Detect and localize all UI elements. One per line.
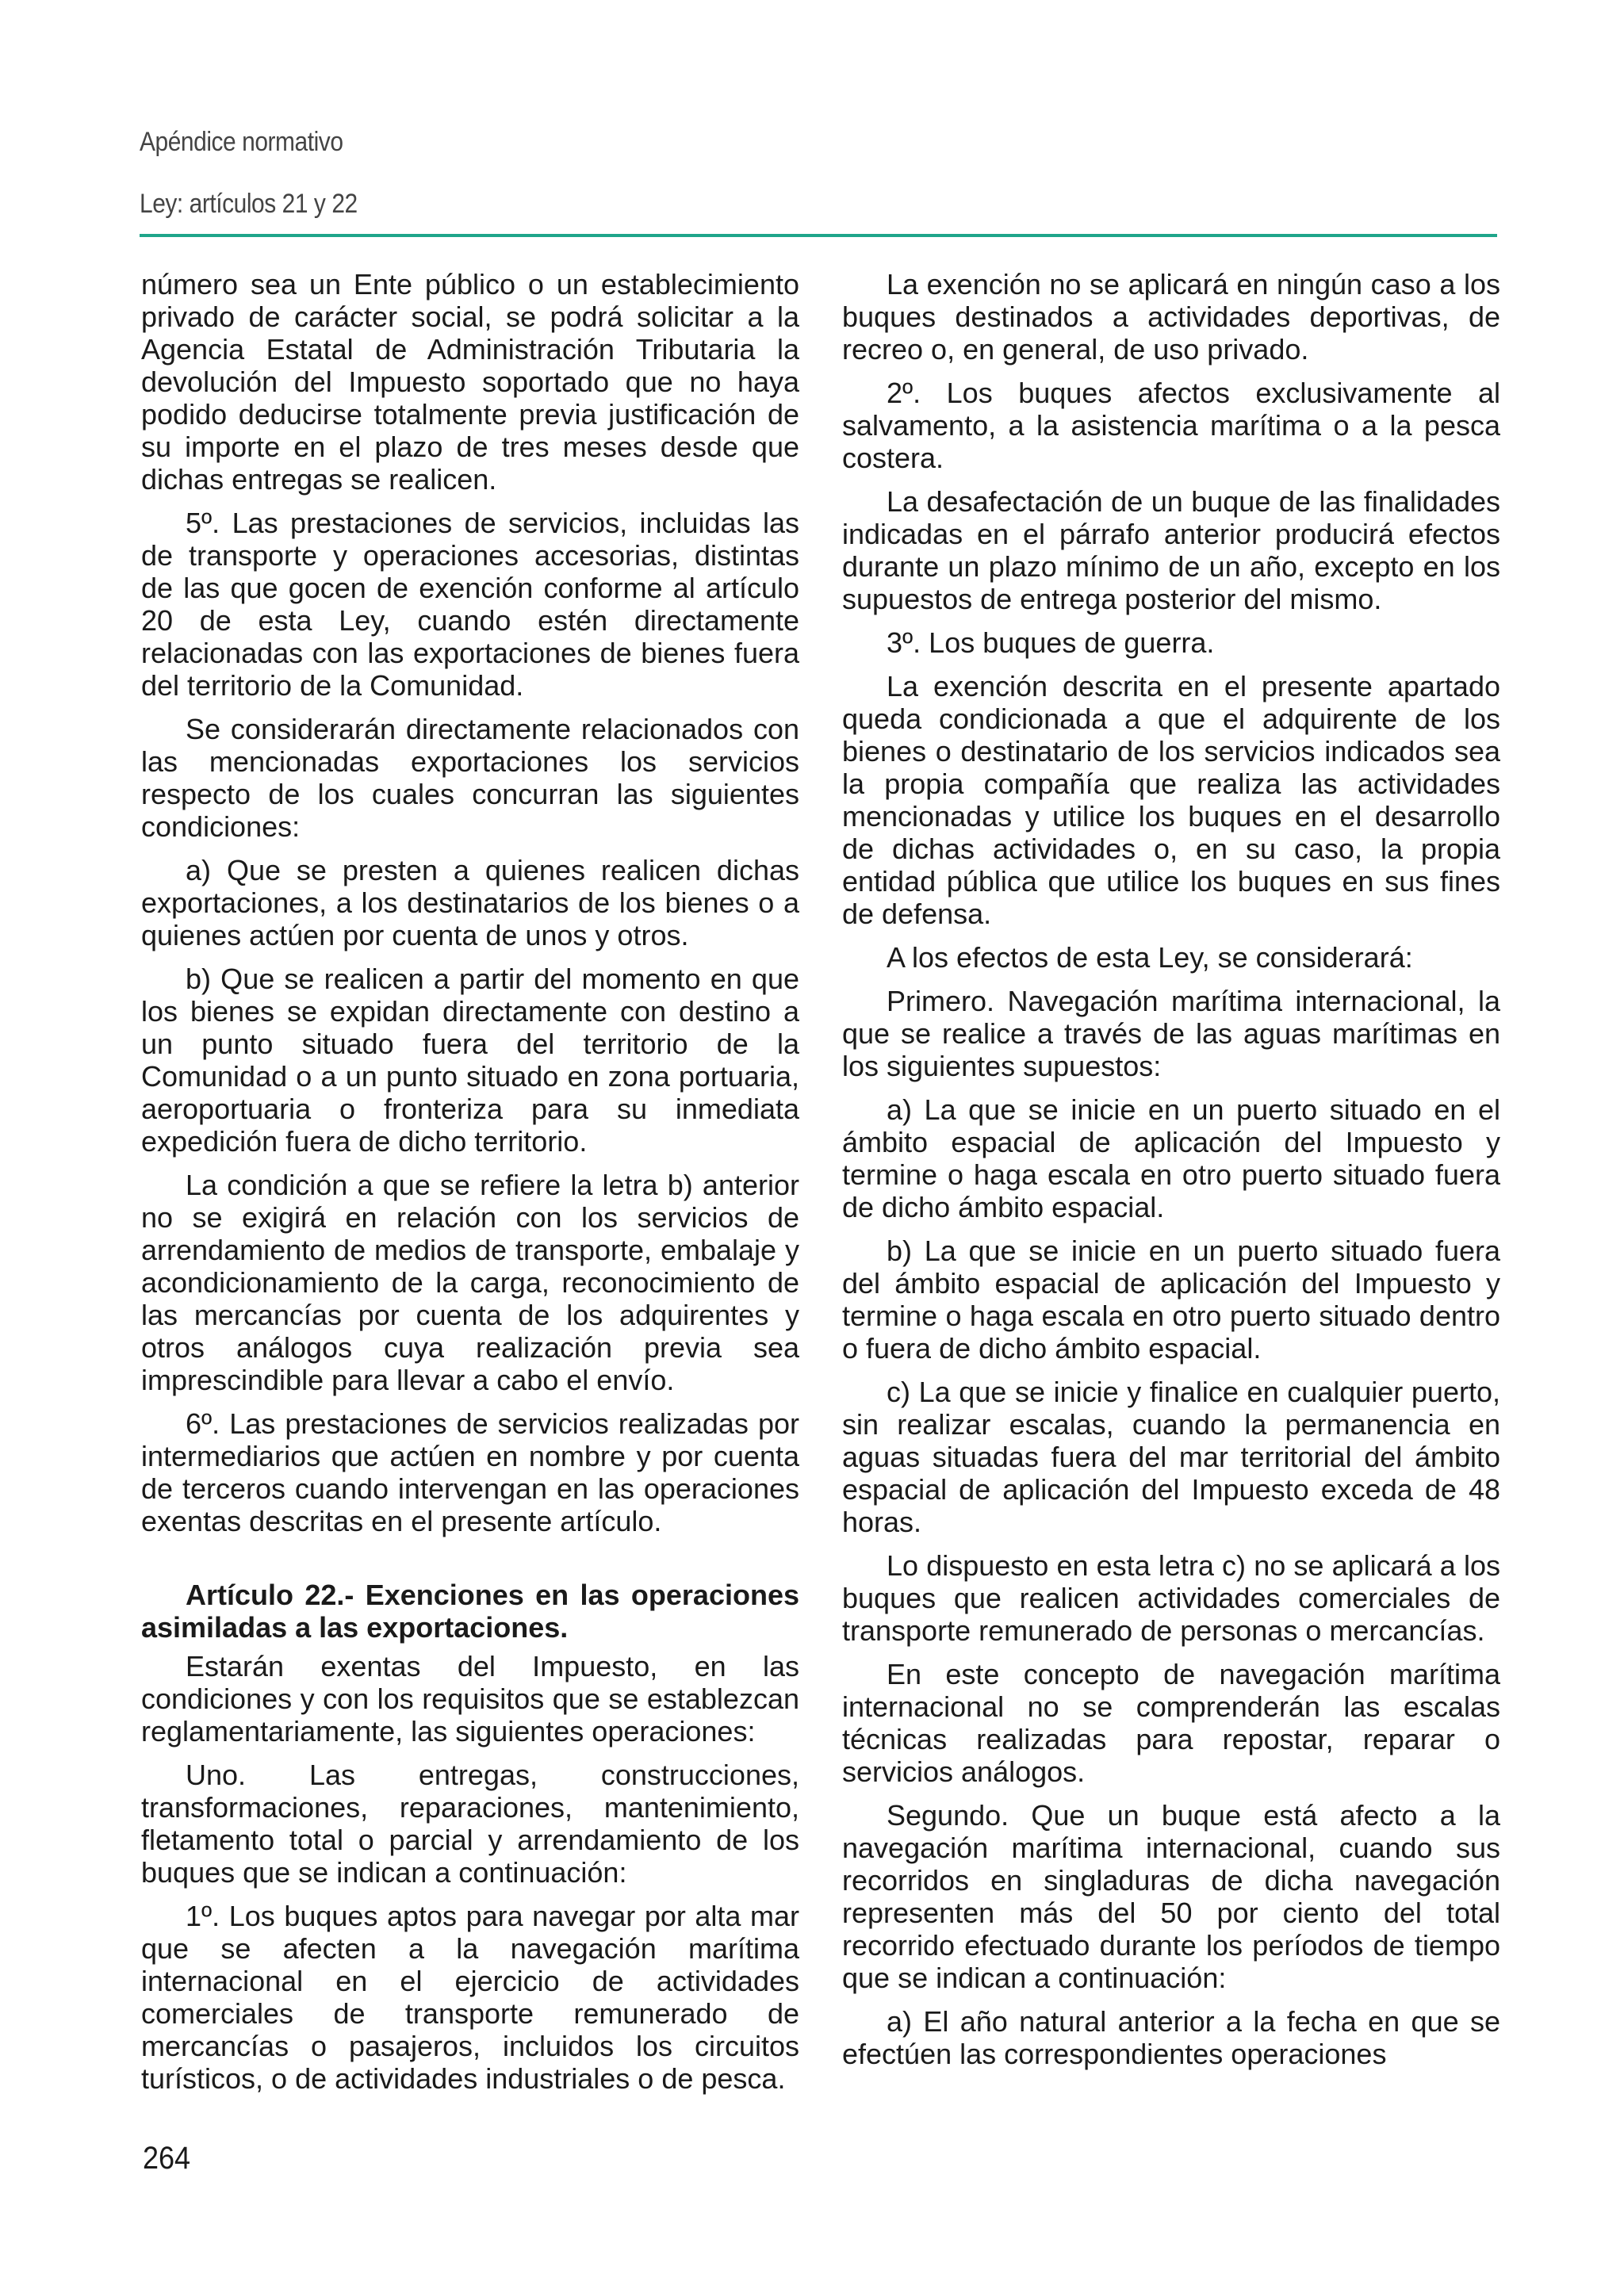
paragraph: Segundo. Que un buque está afecto a la navegación marítima internacional, cuando sus recorridos en singladuras de dicha navegación representen más del 50 por ciento del total recorrido efectuado durante los períodos de tiempo que se indican a continuación: bbox=[842, 1799, 1500, 1994]
paragraph: En este concepto de navegación marítima internacional no se comprenderán las escalas técnicas realizadas para repostar, reparar o servicios análogos. bbox=[842, 1658, 1500, 1788]
left-column bbox=[141, 268, 799, 2106]
paragraph: Estarán exentas del Impuesto, en las condiciones y con los requisitos que se establezcan reglamentariamente, las siguientes operaciones: bbox=[141, 1650, 799, 1748]
header-rule bbox=[140, 234, 1497, 237]
paragraph: La desafectación de un buque de las finalidades indicadas en el párrafo anterior producirá efectos durante un plazo mínimo de un año, excepto en los supuestos de entrega posterior del mismo. bbox=[842, 485, 1500, 615]
paragraph: b) Que se realicen a partir del momento en que los bienes se expidan directamente con destino a un punto situado fuera del territorio de la Comunidad o a un punto situado en zona portuaria, aeroportuaria o fronteriza para su inmediata expedición fuera de dicho territorio. bbox=[141, 963, 799, 1158]
right-column bbox=[842, 268, 1500, 2081]
paragraph: 2º. Los buques afectos exclusivamente al salvamento, a la asistencia marítima o a la pesca costera. bbox=[842, 377, 1500, 474]
paragraph: Lo dispuesto en esta letra c) no se aplicará a los buques que realicen actividades comerciales de transporte remunerado de personas o mercancías. bbox=[842, 1549, 1500, 1647]
paragraph: Se considerarán directamente relacionados con las mencionadas exportaciones los servicios respecto de los cuales concurran las siguientes condiciones: bbox=[141, 713, 799, 843]
paragraph: c) La que se inicie y finalice en cualquier puerto, sin realizar escalas, cuando la permanencia en aguas situadas fuera del mar territorial del ámbito espacial de aplicación del Impuesto exceda de 48 horas. bbox=[842, 1376, 1500, 1538]
paragraph: Uno. Las entregas, construcciones, transformaciones, reparaciones, mantenimiento, fletamento total o parcial y arrendamiento de los buques que se indican a continuación: bbox=[141, 1759, 799, 1889]
header-title: Apéndice normativo bbox=[140, 127, 343, 157]
paragraph: a) La que se inicie en un puerto situado en el ámbito espacial de aplicación del Impuesto y termine o haga escala en otro puerto situado fuera de dicho ámbito espacial. bbox=[842, 1093, 1500, 1223]
paragraph: a) Que se presten a quienes realicen dichas exportaciones, a los destinatarios de los bienes o a quienes actúen por cuenta de unos y otros. bbox=[141, 854, 799, 951]
paragraph: 3º. Los buques de guerra. bbox=[887, 626, 1215, 659]
paragraph: La exención no se aplicará en ningún caso a los buques destinados a actividades deportivas, de recreo o, en general, de uso privado. bbox=[842, 268, 1500, 366]
paragraph: b) La que se inicie en un puerto situado fuera del ámbito espacial de aplicación del Impuesto y termine o haga escala en otro puerto situado dentro o fuera de dicho ámbito espacial. bbox=[842, 1235, 1500, 1365]
paragraph: La condición a que se refiere la letra b) anterior no se exigirá en relación con los servicios de arrendamiento de medios de transporte, embalaje y acondicionamiento de la carga, reconocimiento de las mercancías por cuenta de los adquirentes y otros análogos cuya realización previa sea imprescindible para llevar a cabo el envío. bbox=[141, 1169, 799, 1396]
paragraph: La exención descrita en el presente apartado queda condicionada a que el adquirente de los bienes o destinatario de los servicios indicados sea la propia compañía que realiza las actividades mencionadas y utilice los buques en el desarrollo de dichas actividades o, en su caso, la propia entidad pública que utilice los buques en sus fines de defensa. bbox=[842, 670, 1500, 930]
paragraph: a) El año natural anterior a la fecha en que se efectúen las correspondientes operaciones bbox=[842, 2005, 1500, 2070]
paragraph: número sea un Ente público o un establecimiento privado de carácter social, se podrá solicitar a la Agencia Estatal de Administración Tributaria la devolución del Impuesto soportado que no haya podido deducirse totalmente previa justificación de su importe en el plazo de tres meses desde que dichas entregas se realicen. bbox=[141, 268, 799, 496]
paragraph: A los efectos de esta Ley, se considerará: bbox=[887, 941, 1413, 974]
paragraph: Primero. Navegación marítima internacional, la que se realice a través de las aguas marítimas en los siguientes supuestos: bbox=[842, 985, 1500, 1082]
paragraph: 5º. Las prestaciones de servicios, incluidas las de transporte y operaciones accesorias, distintas de las que gocen de exención conforme al artículo 20 de esta Ley, cuando estén directamente relacionadas con las exportaciones de bienes fuera del territorio de la Comunidad. bbox=[141, 507, 799, 702]
header-subtitle: Ley: artículos 21 y 22 bbox=[140, 189, 358, 219]
page-number: 264 bbox=[143, 2141, 191, 2176]
paragraph: 6º. Las prestaciones de servicios realizadas por intermediarios que actúen en nombre y por cuenta de terceros cuando intervengan en las operaciones exentas descritas en el presente artículo. bbox=[141, 1407, 799, 1537]
paragraph: 1º. Los buques aptos para navegar por alta mar que se afecten a la navegación marítima internacional en el ejercicio de actividades comerciales de transporte remunerado de mercancías o pasajeros, incluidos los circuitos turísticos, o de actividades industriales o de pesca. bbox=[141, 1900, 799, 2095]
article-heading: Artículo 22.- Exenciones en las operaciones asimiladas a las exportaciones. bbox=[141, 1579, 799, 1644]
